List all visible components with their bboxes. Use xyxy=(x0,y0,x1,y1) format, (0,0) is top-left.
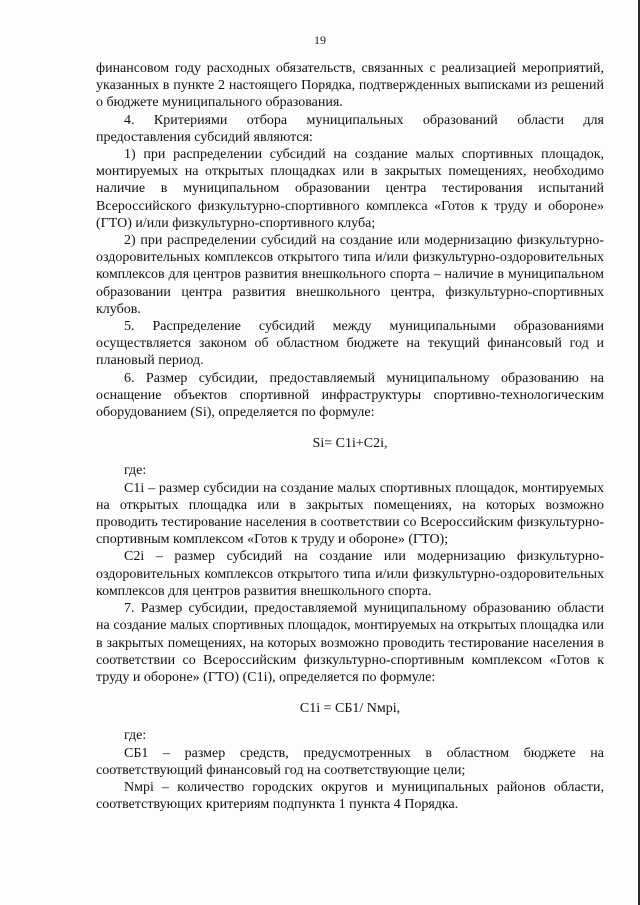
page-number: 19 xyxy=(314,33,326,47)
paragraph-c2i-definition: C2i – размер субсидий на создание или модернизацию физкультурно-оздоровительных комплексов открытого типа и/или физкультурно-оздоровительных комплексов для центров развития внешкольного спорта. xyxy=(96,549,604,599)
paragraph-budget-obligations: финансовом году расходных обязательств, связанных с реализацией мероприятий, указанных в пункте 2 настоящего Порядка, подтвержденных выписками из решений о бюджете муниципального образования. xyxy=(96,61,604,111)
paragraph-c1i-definition: C1i – размер субсидии на создание малых спортивных площадок, монтируемых на открытых площадка или в закрытых помещениях, на которых возможно проводить тестирование населения в соответствии со Всероссийским физкультурно-спортивным комплексом «Готов к труду и обороне» (ГТО); xyxy=(96,480,604,548)
paragraph-subsidy-size: 6. Размер субсидии, предоставляемый муниципальному образованию на оснащение объектов спортивной инфраструктуры спортивно-технологическим оборудованием (Si), определяется по формуле: xyxy=(96,370,604,421)
paragraph-c1i-size: 7. Размер субсидии, предоставляемой муниципальному образованию области на создание малых спортивных площадок, монтируемых на открытых площадка или в закрытых помещениях, на которых возможно проводить тестирование населения в соответствии со Всероссийским физкультурно-спортивным комплексом «Готов к труду и обороне» (ГТО) (C1i), определяется по формуле: xyxy=(96,601,604,685)
where-label-1: где: xyxy=(124,463,147,479)
formula-si: Si= C1i+C2i, xyxy=(312,436,388,452)
paragraph-criterion-1: 1) при распределении субсидий на создание малых спортивных площадок, монтируемых на открытых площадках или в закрытых помещениях, необходимо наличие в муниципальном образовании центра тестирования испытаний Всероссийского физкультурно-спортивного комплекса «Готов к труду и обороне» (ГТО) и/или физкультурно-спортивного клуба; xyxy=(96,147,604,231)
paragraph-criterion-2: 2) при распределении субсидий на создание или модернизацию физкультурно-оздоровительных комплексов открытого типа и/или физкультурно-оздоровительных комплексов для центров развития внешкольного спорта – наличие в муниципальном образовании центра развития внешкольного центра, физкультурно-спортивных клубов. xyxy=(96,233,604,317)
formula-c1i: C1i = СБ1/ Nмрі, xyxy=(299,701,401,717)
document-body xyxy=(96,60,604,813)
paragraph-selection-criteria: 4. Критериями отбора муниципальных образований области для предоставления субсидий являются: xyxy=(96,112,604,145)
paragraph-nmri-definition: Nмрі – количество городских округов и муниципальных районов области, соответствующих критериям подпункта 1 пункта 4 Порядка. xyxy=(96,779,604,813)
paragraph-sb1-definition: СБ1 – размер средств, предусмотренных в областном бюджете на соответствующий финансовый год на соответствующие цели; xyxy=(96,745,604,778)
paragraph-distribution: 5. Распределение субсидий между муниципальными образованиями осуществляется законом об областном бюджете на текущий финансовый год и плановый период. xyxy=(96,319,604,369)
where-label-2: где: xyxy=(124,728,147,744)
